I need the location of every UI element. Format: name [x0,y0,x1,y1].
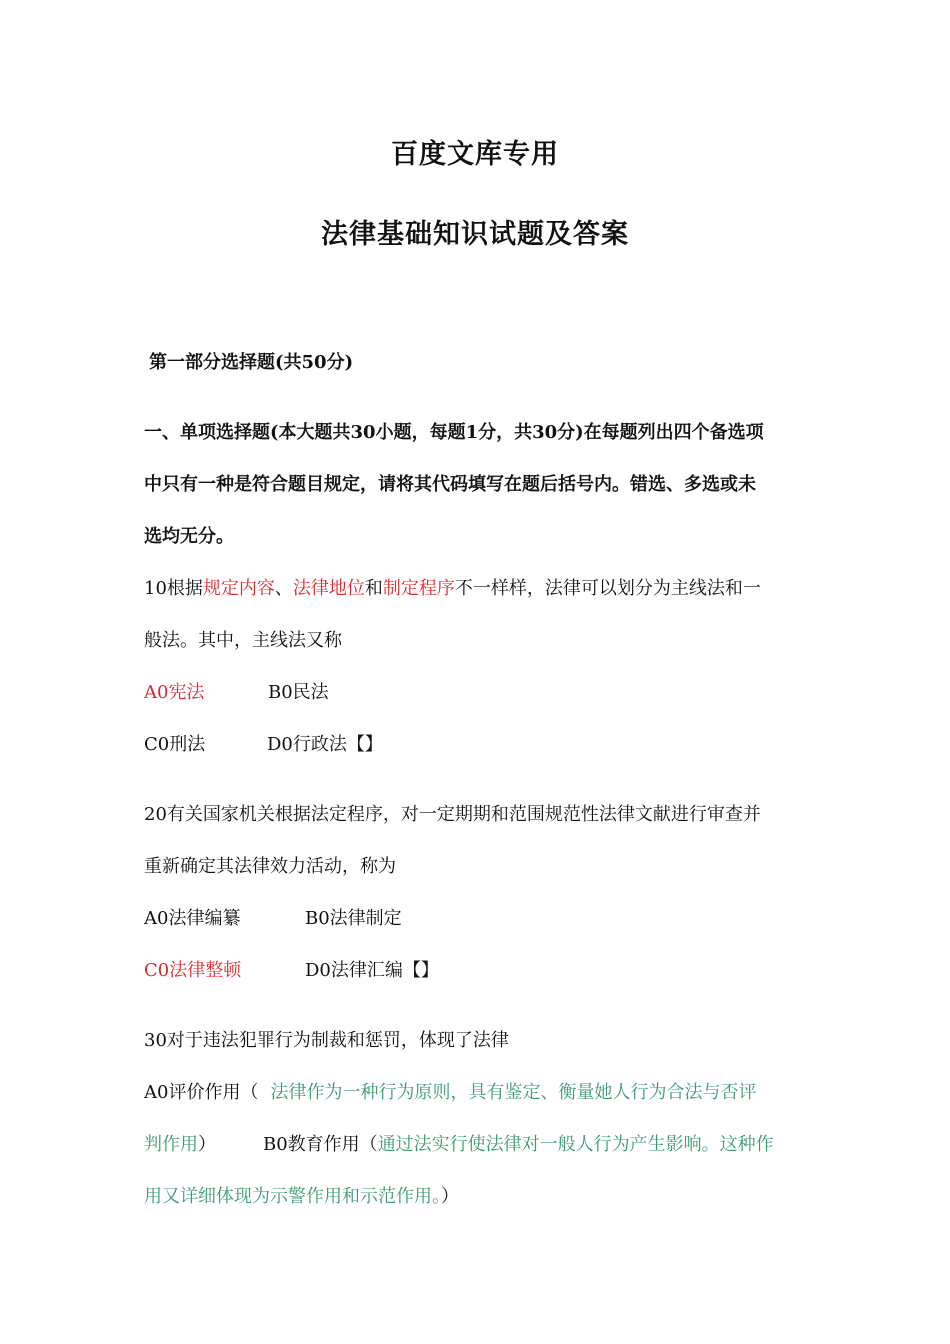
question-1-option-b: B0民法 [268,682,329,703]
part-heading: 第一部分选择题(共50分) [149,352,354,373]
question-3-option-a-note: 法律作为一种行为原则，具有鉴定、衡量她人行为合法与否评 [270,1082,757,1103]
question-3-option-b-note-cont: 用又详细体现为示警作用和示范作用。 [144,1186,441,1207]
section-intro-line-3: 选均无分。 [144,526,234,547]
question-2-line-2: 重新确定其法律效力活动，称为 [144,856,396,877]
question-2-option-c: C0法律整顿 [144,960,242,981]
question-1-highlight-3: 制定程序 [382,578,455,599]
question-1-highlight-1: 规定内容 [202,578,275,599]
document-title: 百度文库专用 [391,139,559,170]
question-1-option-c: C0刑法 [144,734,206,755]
question-3-line-3 [144,1130,216,1156]
question-3-line-1: 30对于违法犯罪行为制裁和惩罚，体现了法律 [144,1030,509,1051]
question-3-option-b-label: B0教育作用（ [263,1134,378,1155]
section-intro-line-2: 中只有一种是符合题目规定，请将其代码填写在题后括号内。错选、多选或未 [144,474,756,495]
question-1-rest: 不一样样，法律可以划分为主线法和一 [454,578,761,599]
question-2-option-d: D0法律汇编【】 [305,960,439,981]
document-subtitle: 法律基础知识试题及答案 [321,219,629,250]
question-3-option-b-line [263,1130,774,1156]
question-1-prefix: 10根据 [144,578,203,599]
question-3-option-b-note: 通过法实行使法律对一般人行为产生影响。这种作 [377,1134,774,1155]
question-3-option-a-label: A0评价作用（ [144,1082,259,1103]
question-2-option-a: A0法律编纂 [144,908,241,929]
question-1-option-d: D0行政法【】 [267,734,383,755]
question-1-line-1 [144,574,761,600]
question-3-line-4 [144,1182,459,1208]
question-1-line-2: 般法。其中，主线法又称 [144,630,342,651]
question-3-option-b-close: ） [441,1186,459,1207]
section-intro-line-1: 一、单项选择题(本大题共30小题，每题1分，共30分)在每题列出四个备选项 [144,422,764,443]
question-2-option-b: B0法律制定 [305,908,402,929]
question-3-option-a-line [144,1078,756,1104]
question-2-line-1: 20有关国家机关根据法定程序，对一定期期和范围规范性法律文献进行审查并 [144,804,761,825]
question-1-option-a: A0宪法 [144,682,205,703]
question-1-sep-2: 和 [364,578,383,599]
question-1-highlight-2: 法律地位 [292,578,365,599]
question-3-option-a-note-cont: 判作用 [144,1134,198,1155]
question-1-sep-1: 、 [274,578,293,599]
question-3-option-a-close: ） [198,1134,216,1155]
